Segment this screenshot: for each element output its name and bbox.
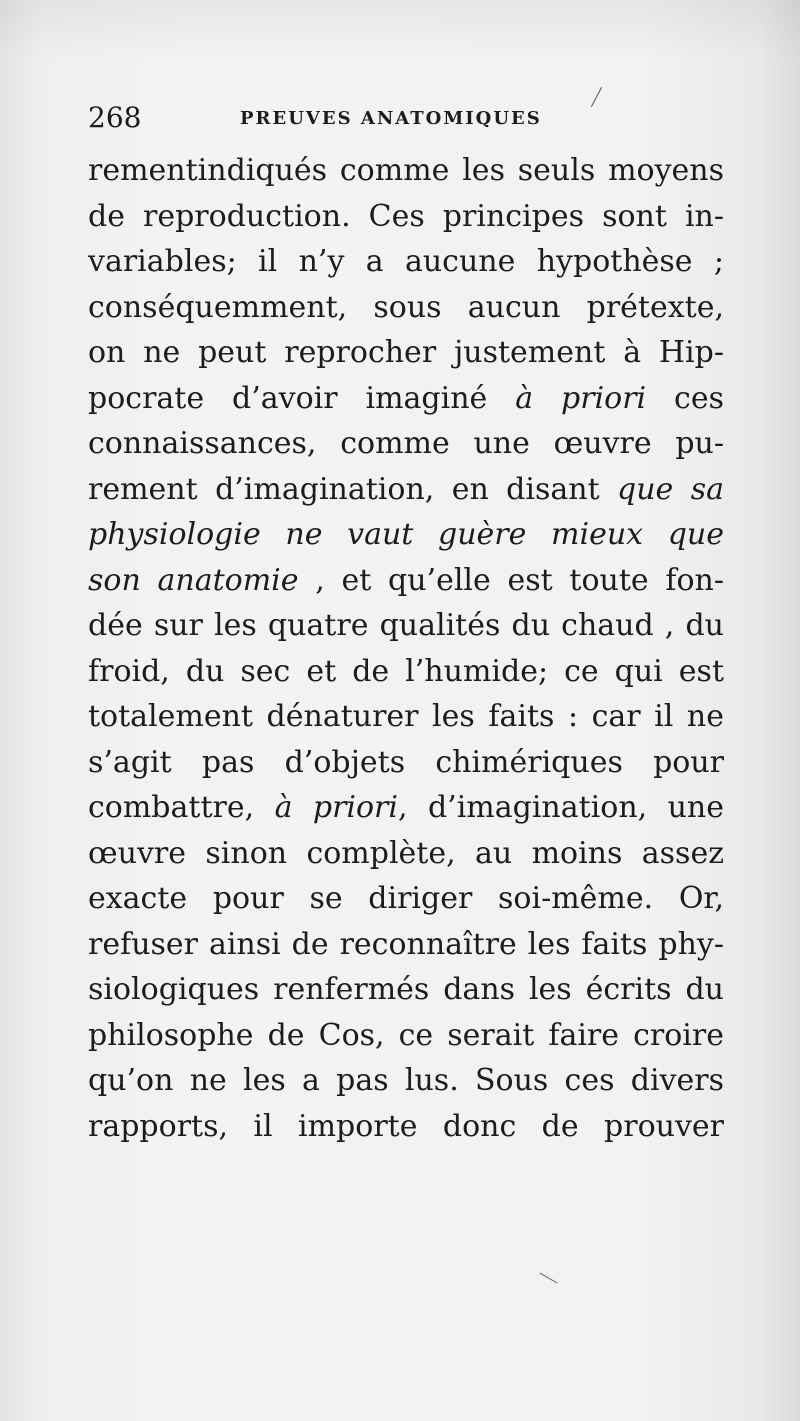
text-segment: œuvre sinon complète, au moins assez: [88, 835, 724, 871]
text-line: [88, 558, 724, 604]
text-segment: connaissances, comme une œuvre pu-: [88, 426, 724, 461]
text-segment: variables; il n’y a aucune hypothèse ;: [88, 244, 724, 279]
page-number: 268: [88, 101, 142, 134]
text-line: [88, 831, 724, 877]
text-segment: rementindiqués comme les seuls moyens: [88, 153, 724, 188]
text-line: [88, 194, 724, 240]
italic-text: que sa: [617, 471, 724, 507]
text-line: [88, 603, 724, 649]
text-segment: , et qu’elle est toute fon-: [298, 562, 724, 598]
text-segment: qu’on ne les a pas lus. Sous ces divers: [88, 1063, 724, 1098]
text-line: [88, 376, 724, 422]
text-line: [88, 694, 724, 740]
scan-shadow: [0, 0, 800, 60]
text-line: [88, 467, 724, 513]
text-line: [88, 239, 724, 285]
text-segment: totalement dénaturer les faits : car il ne: [88, 699, 724, 734]
text-segment: s’agit pas d’objets chimériques pour: [88, 744, 724, 780]
text-line: [88, 649, 724, 695]
text-line: [88, 1013, 724, 1059]
text-line: [88, 1104, 724, 1150]
running-head: [88, 102, 728, 136]
text-segment: rapports, il importe donc de prouver: [88, 1108, 724, 1144]
italic-text: à priori: [274, 790, 398, 825]
text-segment: combattre,: [88, 790, 275, 825]
text-segment: de reproduction. Ces principes sont in-: [88, 198, 724, 234]
text-line: [88, 922, 724, 968]
italic-text: à priori: [515, 380, 647, 416]
text-line: [88, 785, 724, 831]
text-line: [88, 148, 724, 194]
text-segment: froid, du sec et de l’humide; ce qui est: [88, 653, 724, 689]
text-segment: rement d’imagination, en disant: [88, 471, 618, 507]
text-line: [88, 330, 724, 376]
text-line: [88, 421, 724, 467]
text-segment: philosophe de Cos, ce serait faire croire: [88, 1017, 724, 1053]
text-line: [88, 876, 724, 922]
text-segment: ces: [646, 380, 724, 416]
stray-mark: [540, 1273, 558, 1284]
running-title: PREUVES ANATOMIQUES: [240, 108, 542, 129]
text-segment: pocrate d’avoir imaginé: [88, 380, 516, 416]
text-line: [88, 740, 724, 786]
text-segment: on ne peut reprocher justement à Hip-: [88, 335, 724, 370]
text-segment: dée sur les quatre qualités du chaud , du: [88, 608, 724, 643]
text-segment: refuser ainsi de reconnaître les faits phy-: [88, 926, 724, 962]
italic-text: physiologie ne vaut guère mieux que: [88, 517, 724, 552]
italic-text: son anatomie: [88, 562, 299, 598]
text-segment: siologiques renfermés dans les écrits du: [88, 972, 724, 1007]
body-text: [88, 148, 724, 1149]
text-line: [88, 967, 724, 1013]
text-segment: exacte pour se diriger soi-même. Or,: [88, 881, 724, 916]
text-line: [88, 512, 724, 558]
text-segment: , d’imagination, une: [398, 790, 724, 825]
text-segment: conséquemment, sous aucun prétexte,: [88, 289, 724, 325]
text-line: [88, 285, 724, 331]
text-line: [88, 1058, 724, 1104]
